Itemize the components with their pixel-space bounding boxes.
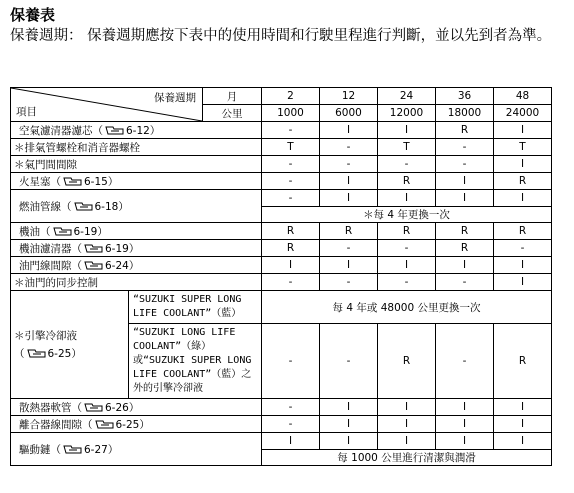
table-cell: I	[378, 257, 436, 274]
coolant-type-1: “SUZUKI SUPER LONG LIFE COOLANT”（藍）	[129, 291, 262, 324]
table-cell: I	[436, 173, 494, 190]
table-cell: -	[378, 240, 436, 257]
coolant-type-2: “SUZUKI LONG LIFE COOLANT”（綠）或“SUZUKI SUPER LONG LIFE COOLANT”（藍）之外的引擎冷卻液	[129, 324, 262, 399]
table-cell: I	[378, 433, 436, 450]
table-cell: I	[262, 257, 320, 274]
table-cell: I	[436, 416, 494, 433]
table-cell: T	[262, 139, 320, 156]
month-cell: 36	[436, 88, 494, 105]
table-cell: I	[494, 416, 552, 433]
table-row	[11, 122, 552, 139]
intro-text: 保養週期： 保養週期應按下表中的使用時間和行駛里程進行判斷，並以先到者為準。	[10, 28, 552, 44]
book-reference-icon	[105, 125, 124, 135]
table-cell: R	[262, 223, 320, 240]
table-row	[11, 139, 552, 156]
km-cell: 24000	[494, 105, 552, 122]
table-row	[11, 274, 552, 291]
month-cell: 12	[320, 88, 378, 105]
table-row	[11, 257, 552, 274]
table-cell: R	[494, 324, 552, 399]
table-cell: -	[320, 156, 378, 173]
table-row	[11, 399, 552, 416]
table-cell: I	[320, 122, 378, 139]
table-cell: -	[320, 324, 378, 399]
table-cell: R	[494, 173, 552, 190]
row-label: 散熱器軟管（ 6-26）	[11, 399, 262, 416]
book-reference-icon	[53, 226, 72, 236]
header-period-label: 保養週期	[154, 92, 196, 104]
table-cell: -	[262, 122, 320, 139]
row-label: 火星塞（ 6-15）	[11, 173, 262, 190]
table-cell: I	[262, 433, 320, 450]
table-cell: I	[436, 190, 494, 207]
table-cell: I	[378, 416, 436, 433]
table-row	[11, 291, 552, 324]
row-label: ＊引擎冷卻液 （ 6-25）	[11, 291, 129, 399]
row-label: ＊氣門間間隙	[11, 156, 262, 173]
row-note: ＊每 4 年更換一次	[262, 207, 552, 223]
book-reference-icon	[84, 260, 103, 270]
table-cell: -	[436, 324, 494, 399]
header-item-label: 項目	[16, 106, 37, 118]
table-cell: I	[494, 399, 552, 416]
table-cell: I	[436, 433, 494, 450]
table-cell: I	[320, 416, 378, 433]
month-cell: 2	[262, 88, 320, 105]
table-cell: I	[320, 257, 378, 274]
maintenance-table	[10, 87, 552, 466]
row-label: ＊排氣管螺栓和消音器螺栓	[11, 139, 262, 156]
header-month-label: 月	[203, 88, 262, 105]
table-cell: I	[494, 274, 552, 291]
table-cell: I	[320, 190, 378, 207]
book-reference-icon	[84, 402, 103, 412]
table-cell: R	[436, 122, 494, 139]
table-cell: R	[320, 223, 378, 240]
table-cell: R	[436, 223, 494, 240]
table-cell: -	[262, 399, 320, 416]
table-cell: I	[494, 257, 552, 274]
book-reference-icon	[74, 201, 93, 211]
km-cell: 18000	[436, 105, 494, 122]
book-reference-icon	[63, 176, 82, 186]
table-cell: -	[494, 240, 552, 257]
month-cell: 24	[378, 88, 436, 105]
table-row	[11, 240, 552, 257]
row-label: ＊油門的同步控制	[11, 274, 262, 291]
row-label: 空氣濾清器濾芯（ 6-12）	[11, 122, 262, 139]
table-cell: -	[378, 156, 436, 173]
table-cell: I	[378, 190, 436, 207]
header-diagonal-cell	[11, 88, 203, 122]
table-cell: T	[378, 139, 436, 156]
table-cell: -	[320, 139, 378, 156]
row-label: 燃油管線（ 6-18）	[11, 190, 262, 223]
month-cell: 48	[494, 88, 552, 105]
table-cell: I	[494, 433, 552, 450]
table-cell: T	[494, 139, 552, 156]
table-cell: -	[262, 274, 320, 291]
table-cell: I	[436, 257, 494, 274]
table-cell: I	[320, 433, 378, 450]
km-cell: 6000	[320, 105, 378, 122]
book-reference-icon	[84, 243, 103, 253]
table-row	[11, 156, 552, 173]
table-cell: R	[494, 223, 552, 240]
row-label: 機油（ 6-19）	[11, 223, 262, 240]
table-cell: -	[320, 240, 378, 257]
table-cell: -	[378, 274, 436, 291]
table-cell: I	[378, 122, 436, 139]
km-cell: 1000	[262, 105, 320, 122]
book-reference-icon	[63, 444, 82, 454]
row-label: 機油濾清器（ 6-19）	[11, 240, 262, 257]
km-cell: 12000	[378, 105, 436, 122]
table-cell: I	[494, 122, 552, 139]
table-cell: -	[436, 156, 494, 173]
table-cell: R	[262, 240, 320, 257]
table-cell: -	[262, 173, 320, 190]
table-cell: -	[436, 139, 494, 156]
table-cell: R	[436, 240, 494, 257]
row-note: 每 4 年或 48000 公里更換一次	[262, 291, 552, 324]
table-row	[11, 433, 552, 450]
table-row	[11, 190, 552, 207]
table-cell: -	[320, 274, 378, 291]
table-cell: -	[262, 324, 320, 399]
table-cell: I	[320, 399, 378, 416]
row-note: 每 1000 公里進行清潔與潤滑	[262, 450, 552, 466]
row-label: 離合器線間隙（ 6-25）	[11, 416, 262, 433]
table-row	[11, 173, 552, 190]
book-reference-icon	[27, 346, 46, 356]
table-cell: -	[262, 190, 320, 207]
row-label: 驅動鏈（ 6-27）	[11, 433, 262, 466]
table-cell: R	[378, 223, 436, 240]
row-label: 油門線間隙（ 6-24）	[11, 257, 262, 274]
table-cell: I	[494, 156, 552, 173]
table-cell: R	[378, 173, 436, 190]
table-cell: I	[378, 399, 436, 416]
table-cell: -	[262, 156, 320, 173]
table-cell: I	[320, 173, 378, 190]
table-cell: -	[262, 416, 320, 433]
table-cell: I	[494, 190, 552, 207]
page-title: 保養表	[10, 6, 56, 24]
table-cell: I	[436, 399, 494, 416]
table-row	[11, 416, 552, 433]
table-cell: R	[378, 324, 436, 399]
book-reference-icon	[95, 419, 114, 429]
table-cell: -	[436, 274, 494, 291]
table-row	[11, 223, 552, 240]
header-km-label: 公里	[203, 105, 262, 122]
